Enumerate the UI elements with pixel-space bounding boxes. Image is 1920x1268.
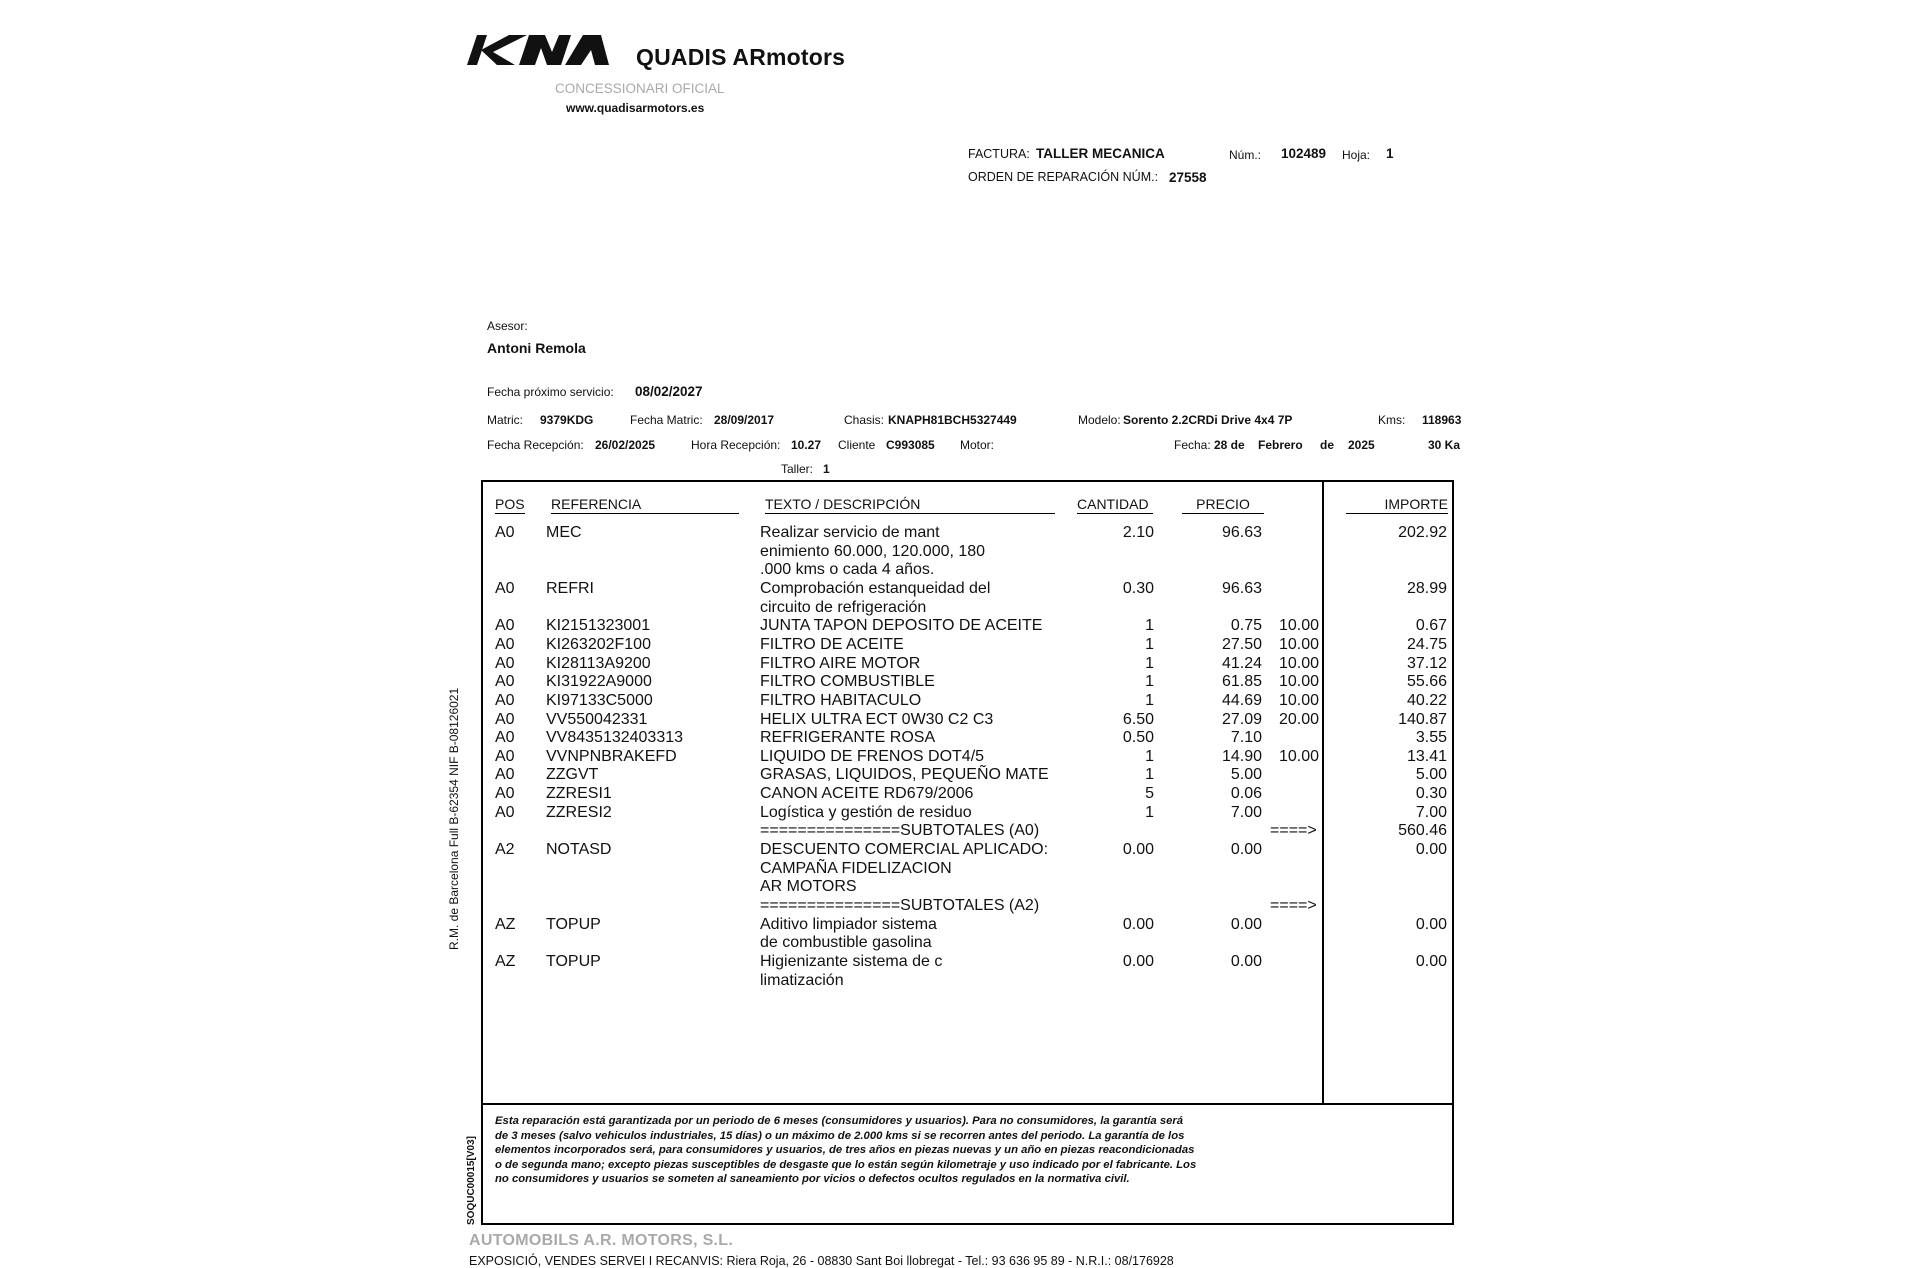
row-referencia: MEC [546,524,582,541]
row-precio: 27.50 [1221,635,1262,653]
row-texto: de combustible gasolina [760,934,932,952]
row-texto: GRASAS, LIQUIDOS, PEQUEÑO MATE [760,766,1049,784]
recepcion-value: 26/02/2025 [595,438,656,452]
table-row [483,673,1452,692]
matric-value: 9379KDG [540,413,594,427]
row-importe: 202.92 [1398,524,1447,541]
next-service-date: 08/02/2027 [635,384,703,399]
hora-value: 10.27 [791,438,822,452]
row-precio: 0.06 [1230,785,1262,803]
row-pos: A0 [495,635,515,653]
row-precio: 96.63 [1221,524,1262,541]
cliente-label: Cliente [838,438,876,452]
row-texto: Logística y gestión de residuo [760,803,972,821]
header-texto: TEXTO / DESCRIPCIÓN [765,496,1055,514]
header-pos: POS [495,496,525,512]
row-texto: Realizar servicio de mant [760,524,940,541]
table-row [483,916,1452,935]
table-row [483,748,1452,767]
row-pos: A0 [495,766,515,784]
form-code-side-text: SOQUC00015[V03] [466,1136,477,1225]
row-precio: 5.00 [1230,766,1262,784]
row-descuento: 10.00 [1278,747,1319,765]
row-referencia: KI263202F100 [546,635,651,653]
row-texto: FILTRO HABITACULO [760,691,922,709]
row-precio: 61.85 [1221,673,1262,691]
header-referencia: REFERENCIA [551,496,739,514]
row-cantidad: 0.00 [1122,952,1154,970]
row-cantidad: 5 [1145,785,1154,803]
row-texto: Comprobación estanqueidad del [760,579,991,597]
asesor-label: Asesor: [487,319,528,333]
hoja-label: Hoja: [1342,148,1371,162]
fecha-matric-label: Fecha Matric: [630,413,703,427]
hora-label: Hora Recepción: [691,438,781,452]
taller-value: 1 [823,462,830,476]
chasis-value: KNAPH81BCH5327449 [888,413,1017,427]
row-texto: HELIX ULTRA ECT 0W30 C2 C3 [760,710,994,728]
table-row [483,524,1452,543]
table-row [483,543,1452,562]
table-row [483,897,1452,916]
row-descuento: 10.00 [1278,691,1319,709]
table-row [483,729,1452,748]
row-importe: 55.66 [1406,673,1447,691]
row-pos: A0 [495,785,515,803]
row-pos: AZ [495,915,516,933]
row-referencia: ZZRESI2 [546,803,612,821]
registry-side-text: R.M. de Barcelona Full B-62354 NIF B-08126021 [447,687,461,950]
row-pos: AZ [495,952,516,970]
row-precio: 0.00 [1230,952,1262,970]
header-precio: PRECIO [1182,496,1264,514]
row-referencia: TOPUP [546,952,601,970]
row-texto: JUNTA TAPON DEPOSITO DE ACEITE [760,617,1043,635]
row-importe: 40.22 [1406,691,1447,709]
row-descuento: 10.00 [1278,617,1319,635]
row-texto: AR MOTORS [760,878,857,896]
row-precio: 0.00 [1230,915,1262,933]
row-cantidad: 1 [1145,803,1154,821]
row-importe: 0.00 [1415,952,1447,970]
fecha-matric-value: 28/09/2017 [714,413,775,427]
row-cantidad: 0.50 [1122,729,1154,747]
row-cantidad: 0.00 [1122,915,1154,933]
row-referencia: NOTASD [546,841,612,859]
row-texto: REFRIGERANTE ROSA [760,729,936,747]
recepcion-label: Fecha Recepción: [487,438,584,452]
row-texto: ===============SUBTOTALES (A0) [760,822,1040,840]
row-referencia: ZZGVT [546,766,599,784]
row-importe: 28.99 [1406,579,1447,597]
table-row [483,822,1452,841]
table-row [483,841,1452,860]
hoja-value: 1 [1386,146,1394,161]
table-row [483,766,1452,785]
row-importe: 7.00 [1415,803,1447,821]
brand-website: www.quadisarmotors.es [566,101,705,115]
row-precio: 0.75 [1230,617,1262,635]
row-referencia: VV550042331 [546,710,648,728]
warranty-text [495,1114,1295,1187]
warranty-line: de 3 meses (salvo vehiculos industriales, 15 días) o un máximo de 2.000 kms si se recorren antes del periodo. La garantía de los [495,1129,1185,1142]
cliente-value: C993085 [886,438,935,452]
taller-label: Taller: [781,462,814,476]
row-precio: 14.90 [1221,747,1262,765]
header-cantidad: CANTIDAD [1077,496,1153,514]
row-texto: enimiento 60.000, 120.000, 180 [760,542,986,560]
row-pos: A0 [495,579,515,597]
row-descuento: 10.00 [1278,635,1319,653]
row-importe: 0.30 [1415,785,1447,803]
row-texto: CANON ACEITE RD679/2006 [760,785,974,803]
row-importe: 0.00 [1415,841,1447,859]
row-importe: 37.12 [1406,654,1447,672]
row-referencia: REFRI [546,579,594,597]
table-row [483,655,1452,674]
fecha-day: 28 de [1214,438,1245,452]
row-pos: A0 [495,617,515,635]
factura-label: FACTURA: [968,147,1030,161]
row-importe: 13.41 [1406,747,1447,765]
row-referencia: KI31922A9000 [546,673,652,691]
row-pos: A0 [495,747,515,765]
row-cantidad: 1 [1145,673,1154,691]
row-texto: FILTRO COMBUSTIBLE [760,673,935,691]
row-cantidad: 0.00 [1122,841,1154,859]
row-pos: A2 [495,841,515,859]
table-footer-divider [483,1103,1452,1105]
row-referencia: VV8435132403313 [546,729,684,747]
row-referencia: KI97133C5000 [546,691,653,709]
matric-label: Matric: [487,413,523,427]
row-cantidad: 1 [1145,691,1154,709]
row-importe: 5.00 [1415,766,1447,784]
fecha-year: 2025 [1348,438,1375,452]
kms-label: Kms: [1378,413,1406,427]
row-texto: LIQUIDO DE FRENOS DOT4/5 [760,747,985,765]
next-service-label: Fecha próximo servicio: [487,385,614,399]
table-row [483,953,1452,972]
row-cantidad: 1 [1145,635,1154,653]
warranty-line: Esta reparación está garantizada por un periodo de 6 meses (consumidores y usuarios). Para no consumidores, la garantía será [495,1115,1184,1127]
factura-value: TALLER MECANICA [1036,146,1165,161]
brand-subtitle: CONCESSIONARI OFICIAL [555,81,725,96]
row-cantidad: 1 [1145,766,1154,784]
modelo-label: Modelo: [1078,413,1121,427]
table-row [483,636,1452,655]
row-precio: 7.00 [1230,803,1262,821]
row-pos: A0 [495,673,515,691]
row-texto: CAMPAÑA FIDELIZACION [760,859,952,877]
invoice-number: 102489 [1281,146,1327,161]
row-texto: Aditivo limpiador sistema [760,915,937,933]
table-row [483,692,1452,711]
fecha-de: de [1320,438,1335,452]
row-precio: 27.09 [1221,710,1262,728]
row-referencia: KI2151323001 [546,617,651,635]
kms-value: 118963 [1422,413,1462,427]
row-referencia: KI28113A9200 [546,654,651,672]
row-pos: A0 [495,524,515,541]
table-row [483,561,1452,580]
row-cantidad: 2.10 [1122,524,1154,541]
row-importe: 0.67 [1415,617,1447,635]
row-cantidad: 6.50 [1122,710,1154,728]
num-label: Núm.: [1229,148,1262,162]
row-descuento: 10.00 [1278,673,1319,691]
warranty-line: no consumidores y usuarios se someten al saneamiento por vicios o defectos ocultos regulados en la normativa civil. [495,1173,1130,1186]
row-texto: FILTRO DE ACEITE [760,635,904,653]
row-texto: limatización [760,971,844,989]
row-texto: ===============SUBTOTALES (A2) [760,897,1040,914]
modelo-value: Sorento 2.2CRDi Drive 4x4 7P [1123,413,1293,427]
row-precio: 0.00 [1230,841,1262,859]
row-precio: 7.10 [1230,729,1262,747]
table-row [483,878,1452,897]
row-importe: 3.55 [1415,729,1447,747]
warranty-line: elementos incorporados será, para consumidores y usuarios, de tres años en piezas nuevas y un año en piezas reacondicionadas [495,1144,1195,1157]
row-precio: 44.69 [1221,691,1262,709]
row-referencia: TOPUP [546,915,601,933]
row-pos: A0 [495,654,515,672]
row-pos: A0 [495,710,515,728]
table-row [483,785,1452,804]
row-referencia: VVNPNBRAKEFD [546,747,677,765]
table-row [483,804,1452,823]
fecha-label: Fecha: [1174,438,1211,452]
row-importe: 24.75 [1406,635,1447,653]
row-texto: FILTRO AIRE MOTOR [760,654,921,672]
table-row [483,711,1452,730]
ka-value: 30 Ka [1428,438,1461,452]
row-referencia: ZZRESI1 [546,785,612,803]
table-row [483,934,1452,953]
warranty-line: o de segunda mano; excepto piezas susceptibles de desgaste que lo están según kilometraje y uso indicado por el fabricante. Los [495,1158,1197,1171]
row-cantidad: 1 [1145,747,1154,765]
row-descuento: 10.00 [1278,654,1319,672]
row-cantidad: 1 [1145,617,1154,635]
motor-label: Motor: [960,438,995,452]
row-importe: 560.46 [1398,822,1447,840]
table-row [483,972,1452,991]
fecha-month: Febrero [1258,438,1303,452]
company-address: EXPOSICIÓ, VENDES SERVEI I RECANVIS: Riera Roja, 26 - 08830 Sant Boi llobregat - Tel.: 93 636 95 89 - N.R.I.: 08/176928 [469,1254,1174,1268]
row-pos: A0 [495,691,515,709]
company-name: AUTOMOBILS A.R. MOTORS, S.L. [469,1232,734,1249]
row-arrow: ====> [1270,897,1317,914]
row-importe: 0.00 [1415,915,1447,933]
row-precio: 41.24 [1221,654,1262,672]
kia-logo [467,32,609,68]
row-pos: A0 [495,729,515,747]
row-texto: .000 kms o cada 4 años. [760,561,935,579]
row-importe: 140.87 [1398,710,1447,728]
row-texto: circuito de refrigeración [760,598,927,616]
table-row [483,617,1452,636]
header-importe: IMPORTE [1346,496,1448,514]
row-cantidad: 1 [1145,654,1154,672]
orden-label: ORDEN DE REPARACIÓN NÚM.: [968,170,1159,184]
row-arrow: ====> [1270,822,1317,840]
orden-value: 27558 [1169,170,1207,185]
row-precio: 96.63 [1221,579,1262,597]
table-row [483,599,1452,618]
brand-name: QUADIS ARmotors [636,44,846,70]
row-pos: A0 [495,803,515,821]
row-texto: DESCUENTO COMERCIAL APLICADO: [760,841,1049,859]
row-descuento: 20.00 [1278,710,1319,728]
asesor-name: Antoni Remola [487,340,586,356]
table-row [483,860,1452,879]
chasis-label: Chasis: [844,413,885,427]
row-texto: Higienizante sistema de c [760,952,943,970]
row-cantidad: 0.30 [1122,579,1154,597]
invoice-table [481,480,1454,1225]
table-row [483,580,1452,599]
